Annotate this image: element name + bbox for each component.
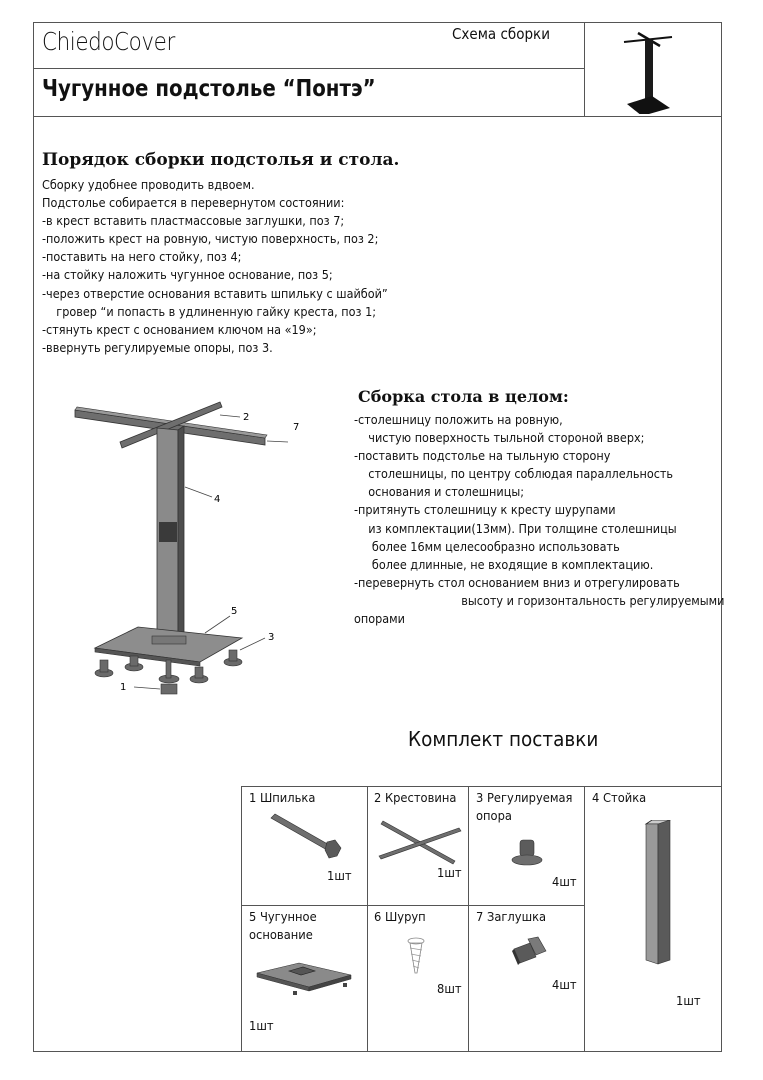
product-title: Чугунное подстолье “Понтэ” [42, 76, 376, 102]
kit-item-screw [367, 905, 468, 1052]
table-step: из комплектации(13мм). При толщине столешницы [354, 520, 677, 536]
base-step: -в крест вставить пластмассовые заглушки, поз 7; [42, 213, 345, 229]
kit-item-qty: 1шт [437, 865, 462, 880]
stud-bolt-icon [267, 812, 347, 862]
kit-item-label: 6 Шуруп [374, 909, 426, 924]
brand-name: ChiedoCover [42, 27, 175, 56]
header-divider-1 [33, 68, 585, 69]
kit-item-label: 3 Регулируемая опора [476, 790, 573, 823]
table-step: -притянуть столешницу к кресту шурупами [354, 502, 616, 518]
base-step: -стянуть крест с основанием ключом на «19»; [42, 321, 317, 337]
callout-7: 7 [293, 422, 300, 433]
callout-1: 1 [120, 682, 127, 693]
kit-item-qty: 1шт [327, 868, 352, 883]
table-base-thumbnail-icon [612, 24, 692, 114]
kit-item-qty: 8шт [437, 981, 462, 996]
table-step: -перевернуть стол основанием вниз и отрегулировать [354, 574, 680, 590]
kit-item-label: 4 Стойка [592, 790, 647, 805]
kit-item-label: 2 Крестовина [374, 790, 457, 805]
table-step: столешницы, по центру соблюдая параллельность [354, 466, 674, 482]
table-step: чистую поверхность тыльной стороной вверх; [354, 430, 645, 446]
kit-item-qty: 1шт [676, 993, 701, 1008]
document-type: Схема сборки [452, 25, 550, 43]
table-step: более 16мм целесообразно использовать [354, 538, 620, 554]
column-icon [644, 820, 674, 965]
kit-item-plug [468, 905, 584, 1052]
base-assembly-title: Порядок сборки подстолья и стола. [42, 150, 400, 170]
kit-item-qty: 4шт [552, 977, 577, 992]
callout-5: 5 [231, 606, 238, 617]
kit-item-column [584, 786, 722, 1052]
table-step: опорами [354, 611, 405, 627]
base-step: Подстолье собирается в перевернутом состоянии: [42, 195, 345, 211]
kit-item-stud [241, 786, 367, 905]
kit-item-cast-iron-base [241, 905, 367, 1052]
kit-item-cross [367, 786, 468, 905]
plug-cap-icon [510, 935, 550, 969]
table-assembly-title: Сборка стола в целом: [358, 387, 569, 406]
callout-3: 3 [268, 632, 275, 643]
header-divider-2 [33, 116, 722, 117]
base-assembly-steps [42, 176, 426, 357]
callout-2: 2 [243, 412, 250, 423]
kit-item-qty: 4шт [552, 874, 577, 889]
base-step: -положить крест на ровную, чистую поверхность, поз 2; [42, 231, 379, 247]
header-vertical-divider [584, 22, 585, 116]
base-step: -на стойку наложить чугунное основание, поз 5; [42, 267, 333, 283]
table-assembly-steps [354, 411, 763, 628]
kit-item-qty: 1шт [249, 1018, 274, 1033]
cross-frame-icon [375, 816, 465, 866]
table-step: высоту и горизонтальность регулируемыми [354, 592, 725, 608]
base-step: -поставить на него стойку, поз 4; [42, 249, 242, 265]
adjustable-foot-icon [508, 836, 548, 871]
table-step: более длинные, не входящие в комплектацию. [354, 556, 654, 572]
kit-title: Комплект поставки [408, 727, 599, 751]
base-step: -ввернуть регулируемые опоры, поз 3. [42, 339, 273, 355]
kit-item-label: 7 Заглушка [476, 909, 547, 924]
base-step: гровер “и попасть в удлиненную гайку креста, поз 1; [42, 303, 377, 319]
table-step: основания и столешницы; [354, 484, 525, 500]
cast-iron-base-icon [255, 959, 355, 999]
table-step: -поставить подстолье на тыльную сторону [354, 448, 611, 464]
kit-item-label: 1 Шпилька [249, 790, 316, 805]
callout-4: 4 [214, 494, 221, 505]
kit-item-label: 5 Чугунное основание [249, 909, 317, 942]
kit-item-adjustable-foot [468, 786, 584, 905]
exploded-table-base-diagram-icon [60, 390, 320, 710]
screw-icon [405, 937, 429, 977]
base-step: Сборку удобнее проводить вдвоем. [42, 177, 255, 192]
base-step: -через отверстие основания вставить шпильку с шайбой” [42, 285, 388, 301]
table-step: -столешницу положить на ровную, [354, 412, 563, 427]
